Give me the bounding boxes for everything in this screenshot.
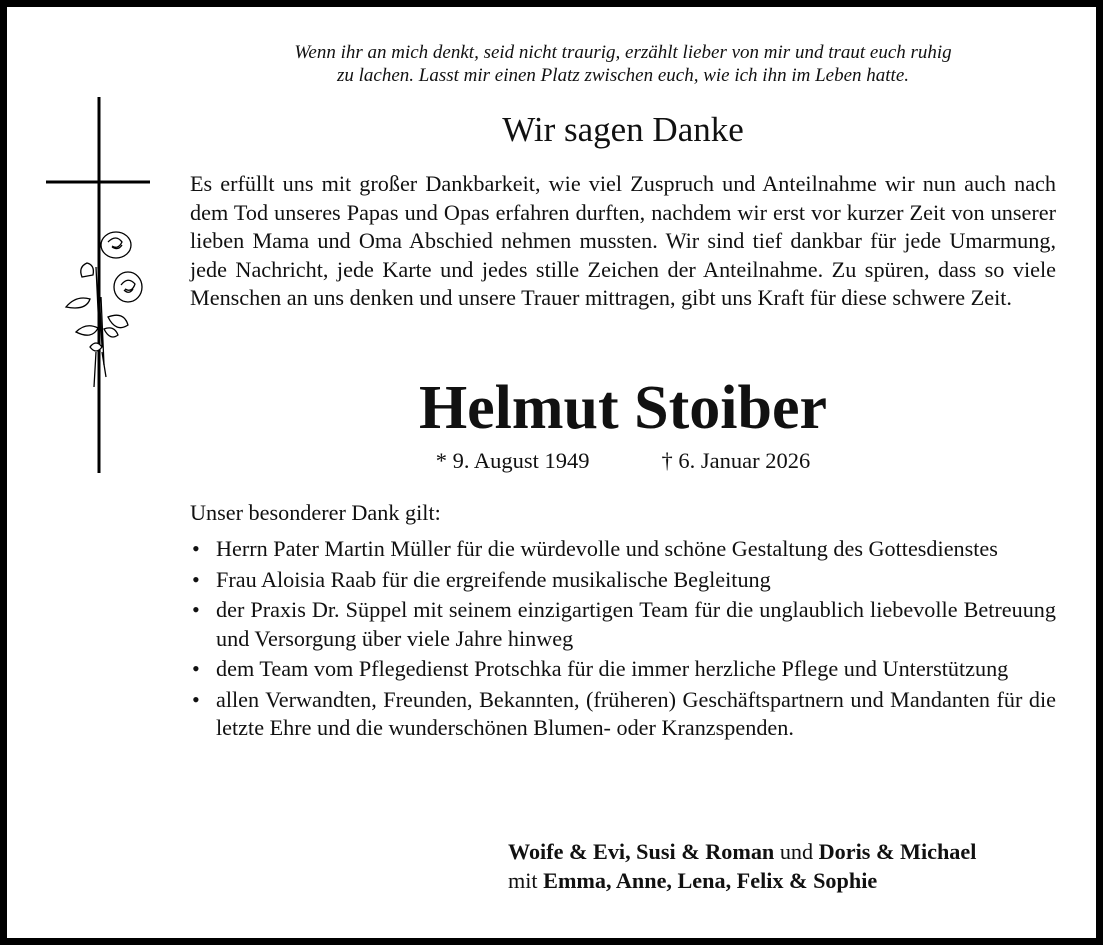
- list-item: • Herrn Pater Martin Müller für die würdevolle und schöne Gestaltung des Gottesdienstes: [190, 535, 1056, 564]
- list-item: • allen Verwandten, Freunden, Bekannten, (früheren) Geschäftspartnern und Mandanten für die letzte Ehre und die wunderschönen Blumen- oder Kranzspenden.: [190, 686, 1056, 743]
- birth-date: * 9. August 1949: [435, 448, 590, 473]
- thanks-list: [190, 535, 1056, 745]
- signature-line-2: [508, 867, 976, 896]
- signature-part: mit: [508, 867, 544, 893]
- cross-with-roses-icon: [46, 97, 150, 473]
- death-date: † 6. Januar 2026: [661, 448, 811, 473]
- motto-line: Wenn ihr an mich denkt, seid nicht traurig, erzählt lieber von mir und traut euch ruhig: [294, 42, 952, 63]
- signature-part: Doris & Michael: [818, 839, 977, 864]
- signature-part: Emma, Anne, Lena, Felix & Sophie: [543, 867, 878, 893]
- motto-line: zu lachen. Lasst mir einen Platz zwischen euch, wie ich ihn im Leben hatte.: [336, 65, 910, 86]
- list-item: • Frau Aloisia Raab für die ergreifende musikalische Begleitung: [190, 566, 1056, 595]
- list-item: • dem Team vom Pflegedienst Protschka für die immer herzliche Pflege und Unterstützung: [190, 655, 1056, 684]
- signature: [508, 838, 976, 895]
- thanks-heading: Unser besonderer Dank gilt:: [190, 500, 441, 525]
- motto-quote: [190, 41, 1056, 87]
- signature-part: und: [774, 839, 819, 864]
- signature-part: Woife & Evi, Susi & Roman: [508, 839, 775, 864]
- intro-paragraph: Es erfüllt uns mit großer Dankbarkeit, wie viel Zuspruch und Anteilnahme wir nun auch nach dem Tod unseres Papas und Opas erfahren durften, nachdem wir erst vor kurzer Zeit von unserer lieben Mama und Oma Abschied nehmen mussten. Wir sind tief dankbar für jede Umarmung, jede Nachricht, jede Karte und jedes stille Zeichen der Anteilnahme. Zu spüren, dass so viele Menschen an uns denken und unsere Trauer mittragen, gibt uns Kraft für diese schwere Zeit.: [190, 171, 1056, 310]
- notice-title: Wir sagen Danke: [502, 110, 744, 149]
- life-dates: [190, 448, 1056, 474]
- signature-line-1: [508, 838, 976, 867]
- list-item: • der Praxis Dr. Süppel mit seinem einzigartigen Team für die unglaublich liebevolle Betreuung und Versorgung über viele Jahre hinweg: [190, 596, 1056, 653]
- deceased-name: Helmut Stoiber: [418, 374, 828, 442]
